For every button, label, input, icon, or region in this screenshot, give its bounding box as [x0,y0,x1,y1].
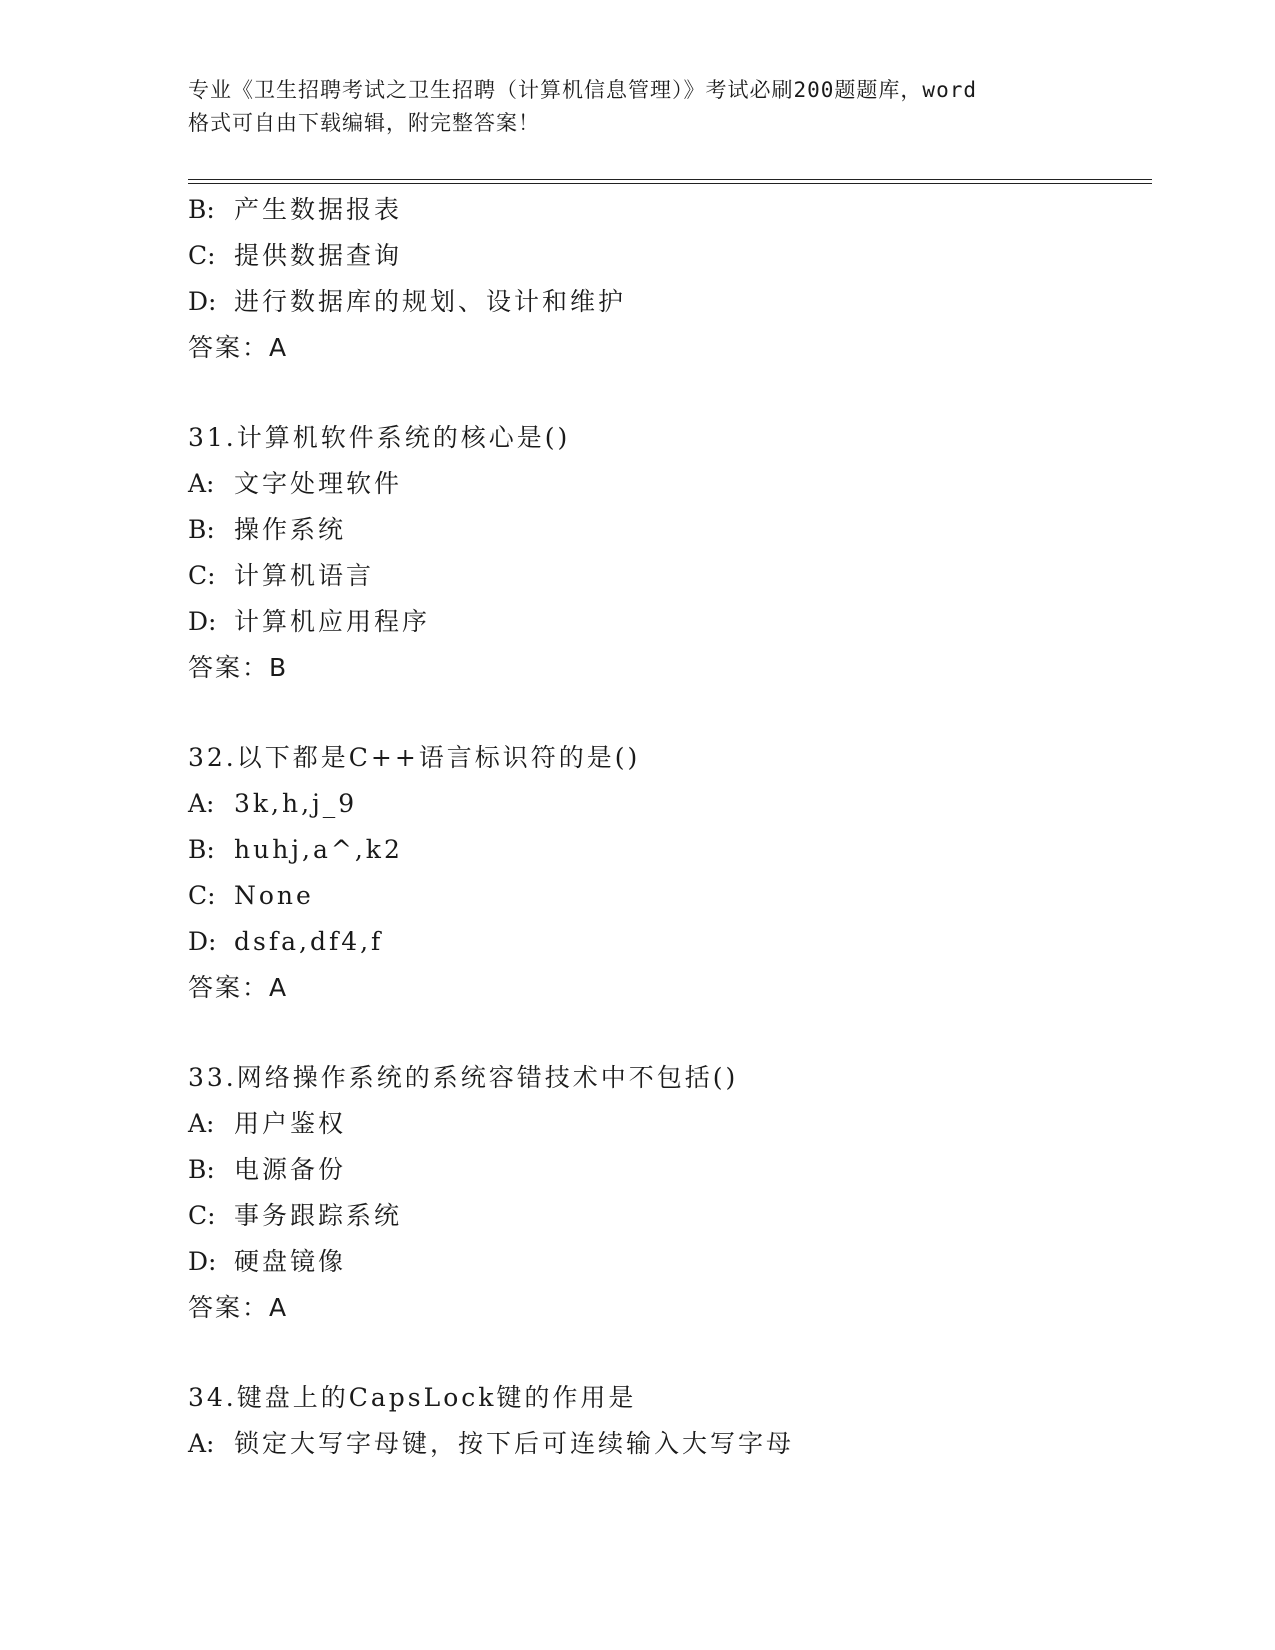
option-row [188,1101,1148,1147]
question-list [188,187,1148,1467]
option-row [188,1421,1148,1467]
option-text: 事务跟踪系统 [234,1201,403,1230]
option-text: dsfa,df4,f [234,927,384,956]
option-text: 文字处理软件 [234,469,403,498]
header-line-2: 格式可自由下载编辑，附完整答案！ [188,111,540,135]
option-row [188,279,1148,325]
option-row [188,1239,1148,1285]
option-row [188,827,1148,873]
option-text: huhj,a^,k2 [234,835,403,864]
option-text: 提供数据查询 [234,241,403,270]
option-row [188,873,1148,919]
question-stem: 33.网络操作系统的系统容错技术中不包括() [188,1063,739,1092]
option-letter: B: [188,195,215,224]
option-letter: A: [188,789,215,818]
option-letter: C: [188,881,216,910]
question-stem: 31.计算机软件系统的核心是() [188,423,571,452]
option-row [188,1147,1148,1193]
option-row [188,1193,1148,1239]
option-text: 计算机语言 [234,561,375,590]
option-text: 用户鉴权 [234,1109,347,1138]
option-letter: D: [188,927,217,956]
rule-line-bottom [188,183,1152,184]
question-stem: 34.键盘上的CapsLock键的作用是 [188,1383,637,1412]
spacer [188,371,1148,415]
option-letter: A: [188,1109,215,1138]
option-row [188,461,1148,507]
option-text: None [234,881,314,910]
answer-line: 答案：A [188,973,289,1002]
answer-line: 答案：B [188,653,289,682]
option-text: 产生数据报表 [234,195,403,224]
option-row [188,233,1148,279]
option-letter: C: [188,241,216,270]
option-letter: A: [188,469,215,498]
option-letter: B: [188,1155,215,1184]
header-line-1: 专业《卫生招聘考试之卫生招聘（计算机信息管理）》考试必刷200题题库，word [188,78,977,102]
option-letter: B: [188,515,215,544]
option-row [188,599,1148,645]
header-double-rule [188,179,1152,185]
option-row [188,553,1148,599]
option-row [188,781,1148,827]
option-text: 硬盘镜像 [234,1247,347,1276]
spacer [188,1011,1148,1055]
answer-line: 答案：A [188,1293,289,1322]
option-letter: C: [188,1201,216,1230]
option-letter: D: [188,287,217,316]
option-text: 3k,h,j_9 [234,789,358,818]
option-letter: A: [188,1429,215,1458]
option-text: 电源备份 [234,1155,347,1184]
option-row [188,507,1148,553]
option-row [188,919,1148,965]
spacer [188,691,1148,735]
option-letter: C: [188,561,216,590]
option-letter: D: [188,1247,217,1276]
option-row [188,187,1148,233]
option-letter: D: [188,607,217,636]
option-letter: B: [188,835,215,864]
spacer [188,1331,1148,1375]
option-text: 计算机应用程序 [234,607,431,636]
rule-line-top [188,179,1152,180]
question-stem: 32.以下都是C++语言标识符的是() [188,743,641,772]
answer-line: 答案：A [188,333,289,362]
option-text: 锁定大写字母键，按下后可连续输入大写字母 [234,1429,795,1458]
option-text: 操作系统 [234,515,347,544]
document-header [188,74,1088,140]
option-text: 进行数据库的规划、设计和维护 [234,287,627,316]
